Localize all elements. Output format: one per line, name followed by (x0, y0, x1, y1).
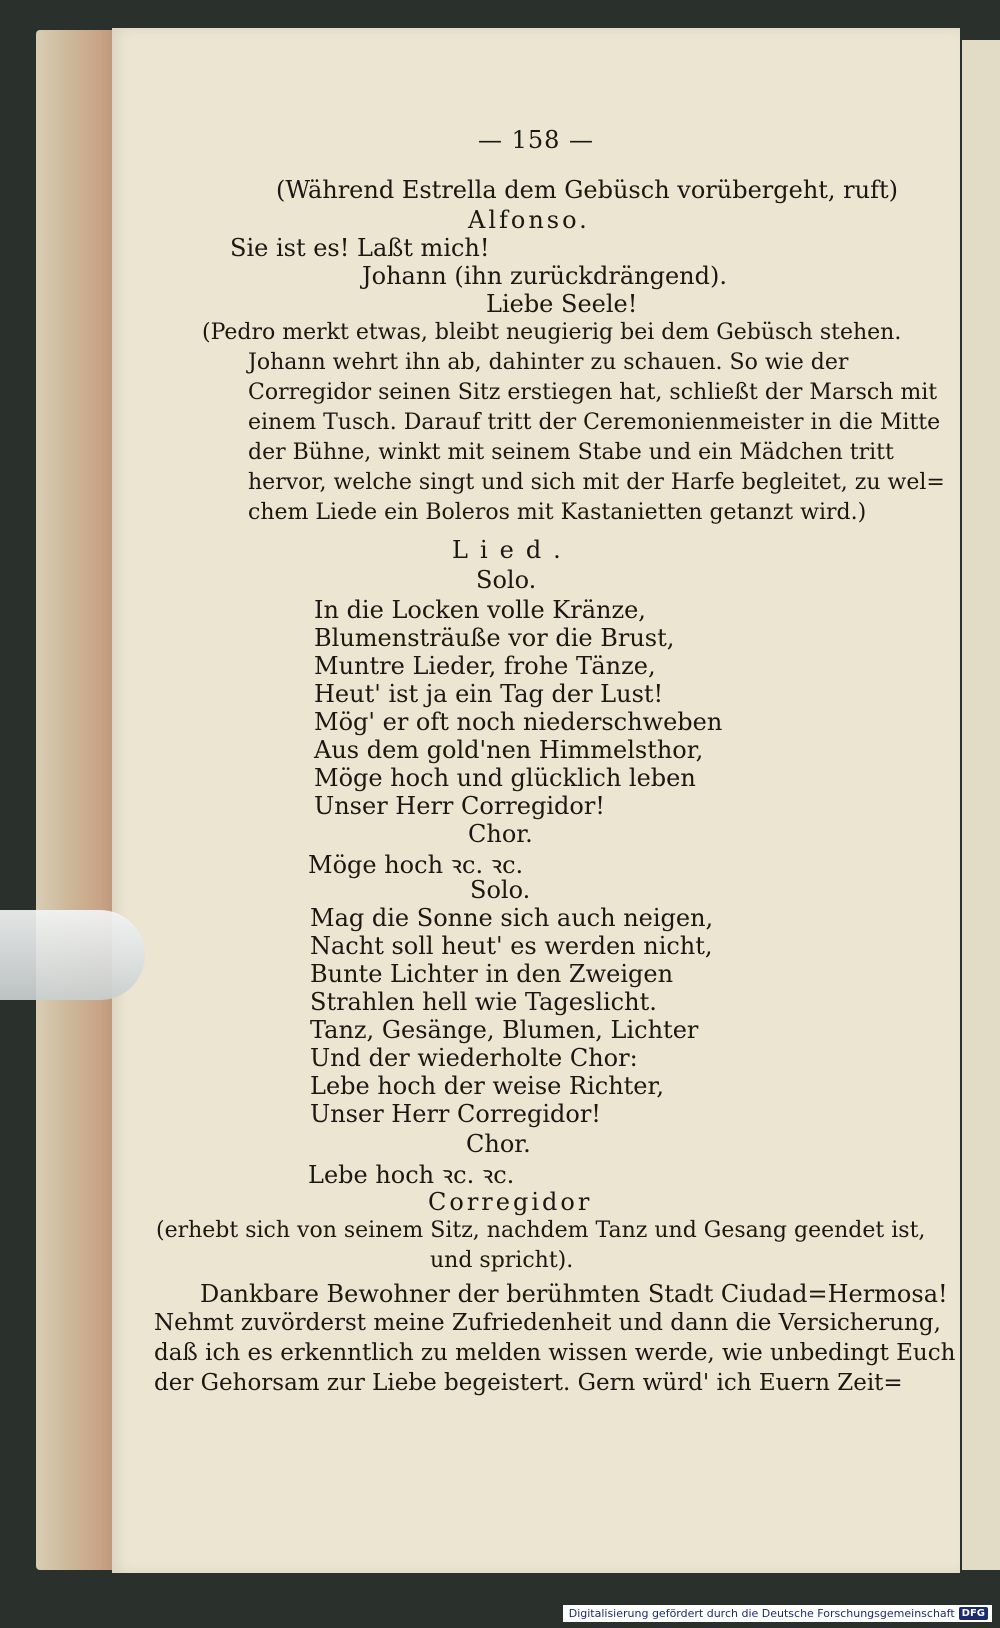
page-number: — 158 — (477, 126, 595, 154)
speaker-name: Alfonso. (468, 206, 590, 234)
chorus-line: Möge hoch ꝛc. ꝛc. (308, 851, 524, 879)
speaker-name: Corregidor (428, 1188, 593, 1216)
stage-direction: chem Liede ein Boleros mit Kastanietten getanzt wird.) (248, 500, 867, 525)
verse-line: Nacht soll heut' es werden nicht, (310, 932, 713, 960)
verse-line: Unser Herr Corregidor! (310, 1100, 601, 1128)
verse-line: Lebe hoch der weise Richter, (310, 1072, 664, 1100)
dialogue-line: Liebe Seele! (486, 290, 638, 318)
dialogue-line: daß ich es erkenntlich zu melden wissen werde, wie unbedingt Euch (154, 1340, 956, 1366)
verse-line: Möge hoch und glücklich leben (314, 764, 696, 792)
stage-direction: und spricht). (430, 1248, 574, 1273)
verse-line: In die Locken volle Kränze, (314, 596, 646, 624)
verse-line: Muntre Lieder, frohe Tänze, (314, 652, 656, 680)
stage-direction: Johann wehrt ihn ab, dahinter zu schauen. So wie der (248, 350, 849, 375)
stage-direction: (Während Estrella dem Gebüsch vorübergeht, ruft) (276, 176, 898, 204)
solo-heading: Solo. (470, 876, 531, 904)
dfg-logo: DFG (959, 1607, 988, 1620)
stage-direction: Corregidor seinen Sitz erstiegen hat, schließt der Marsch mit (248, 380, 938, 405)
chorus-heading: Chor. (466, 1130, 531, 1158)
stage-direction: hervor, welche singt und sich mit der Harfe begleitet, zu wel= (248, 470, 945, 495)
verse-line: Aus dem gold'nen Himmelsthor, (314, 736, 704, 764)
verse-line: Heut' ist ja ein Tag der Lust! (314, 680, 664, 708)
verse-line: Blumensträuße vor die Brust, (314, 624, 675, 652)
verse-line: Und der wiederholte Chor: (310, 1044, 638, 1072)
verse-line: Tanz, Gesänge, Blumen, Lichter (310, 1016, 699, 1044)
credit-text: Digitalisierung gefördert durch die Deutsche Forschungsgemeinschaft (568, 1607, 955, 1620)
stage-direction: (Pedro merkt etwas, bleibt neugierig bei dem Gebüsch stehen. (202, 320, 902, 345)
verse-line: Unser Herr Corregidor! (314, 792, 605, 820)
song-heading: Lied. (452, 536, 573, 564)
bookmark-tab (0, 910, 145, 1000)
speaker-name: Johann (ihn zurückdrängend). (362, 262, 727, 290)
verse-line: Mög' er oft noch niederschweben (314, 708, 723, 736)
stage-direction: einem Tusch. Darauf tritt der Ceremonienmeister in die Mitte (248, 410, 941, 435)
chorus-line: Lebe hoch ꝛc. ꝛc. (308, 1161, 515, 1189)
verse-line: Mag die Sonne sich auch neigen, (310, 904, 714, 932)
stage-direction: der Bühne, winkt mit seinem Stabe und ein Mädchen tritt (248, 440, 894, 465)
verse-line: Strahlen hell wie Tageslicht. (310, 988, 657, 1016)
dialogue-line: Nehmt zuvörderst meine Zufriedenheit und dann die Versicherung, (154, 1310, 941, 1336)
book-page (112, 28, 960, 1573)
dialogue-line: der Gehorsam zur Liebe begeistert. Gern würd' ich Euern Zeit= (154, 1370, 903, 1396)
verse-line: Bunte Lichter in den Zweigen (310, 960, 674, 988)
stage-direction: (erhebt sich von seinem Sitz, nachdem Tanz und Gesang geendet ist, (156, 1218, 926, 1243)
dialogue-line: Sie ist es! Laßt mich! (230, 234, 490, 262)
digitization-credit (563, 1605, 992, 1622)
facing-page-edge (962, 40, 1000, 1570)
solo-heading: Solo. (476, 566, 537, 594)
chorus-heading: Chor. (468, 820, 533, 848)
dialogue-line: Dankbare Bewohner der berühmten Stadt Ciudad=Hermosa! (200, 1280, 948, 1308)
